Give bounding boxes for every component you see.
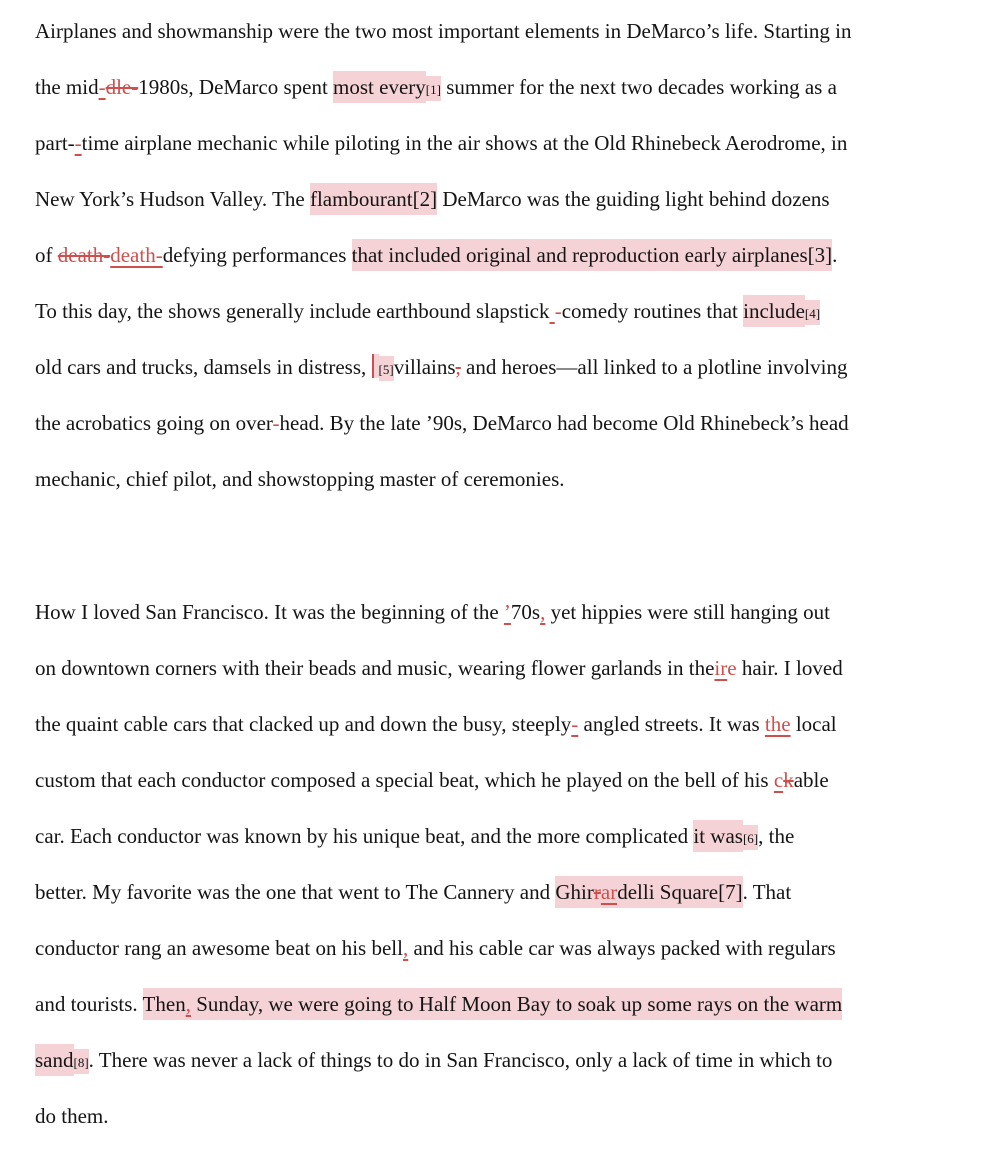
text-run: able: [793, 768, 829, 792]
text-run: local: [790, 712, 837, 736]
text-run: time airplane mechanic while piloting in the air shows at the Old Rhinebeck Aerodrome, in: [81, 131, 848, 155]
text-line: [35, 920, 980, 976]
text-run: New York’s Hudson Valley. The: [35, 187, 310, 211]
paragraph-1: [35, 3, 980, 507]
text-line: [35, 395, 980, 451]
text-run: old cars and trucks, damsels in distress,: [35, 355, 372, 379]
text-line: [35, 696, 980, 752]
text-run: defying performances: [162, 243, 352, 267]
inserted-text: ,: [540, 600, 546, 624]
text-line: [35, 864, 980, 920]
highlighted-text: it was: [693, 820, 743, 852]
highlighted-text: Then: [143, 988, 186, 1020]
insertion-caret: [372, 354, 379, 378]
inserted-text: c: [773, 768, 784, 792]
red-correction-text: -: [272, 411, 280, 435]
red-correction-text: -: [554, 299, 562, 323]
deleted-text: ,: [455, 355, 461, 379]
text-line: [35, 1032, 980, 1088]
inserted-text: -: [571, 712, 579, 736]
text-line: [35, 115, 980, 171]
text-run: the acrobatics going on over: [35, 411, 273, 435]
deleted-text: dle-: [105, 75, 139, 99]
text-line: [35, 752, 980, 808]
text-line: [35, 283, 980, 339]
comment-ref: [4]: [805, 300, 820, 325]
highlighted-inserted-text: ,: [186, 988, 191, 1020]
text-run: conductor rang an awesome beat on his bell: [35, 936, 403, 960]
highlighted-text: flambourant[2]: [310, 183, 437, 215]
text-run: mechanic, chief pilot, and showstopping master of ceremonies.: [35, 467, 565, 491]
inserted-text: -: [98, 75, 106, 99]
text-run: .: [832, 243, 838, 267]
text-run: the mid: [35, 75, 99, 99]
highlighted-text: include: [743, 295, 805, 327]
text-run: better. My favorite was the one that went to The Cannery and: [35, 880, 556, 904]
highlighted-text: Ghir: [555, 876, 594, 908]
text-run: Airplanes and showmanship were the two most important elements in DeMarco’s life. Starting in: [35, 19, 852, 43]
text-run: yet hippies were still hanging out: [545, 600, 830, 624]
inserted-text: ir: [714, 656, 728, 680]
text-run: -: [67, 131, 75, 155]
text-run: , the: [758, 824, 795, 848]
highlighted-inserted-text: ar: [601, 876, 617, 908]
red-correction-text: e: [727, 656, 737, 680]
text-line: [35, 584, 980, 640]
deleted-text: death-: [57, 243, 111, 267]
text-run: head. By the late ’90s, DeMarco had become Old Rhinebeck’s head: [279, 411, 849, 435]
text-run: the quaint cable cars that clacked up and down the busy, steeply: [35, 712, 572, 736]
text-run: . There was never a lack of things to do in San Francisco, only a lack of time in which to: [88, 1048, 833, 1072]
text-run: and heroes—all linked to a plotline involving: [460, 355, 848, 379]
highlighted-text: sand: [35, 1044, 74, 1076]
inserted-text: the: [764, 712, 791, 736]
highlighted-deleted-text: r: [594, 876, 601, 908]
text-line: [35, 59, 980, 115]
highlighted-text: that included original and reproduction early airplanes[3]: [352, 239, 833, 271]
text-run: 70s: [510, 600, 541, 624]
comment-ref: [6]: [743, 825, 758, 850]
inserted-text: -: [74, 131, 82, 155]
text-run: hair. I loved: [736, 656, 843, 680]
text-run: do them.: [35, 1104, 109, 1128]
highlighted-text: Sunday, we were going to Half Moon Bay to soak up some rays on the warm: [191, 988, 842, 1020]
deleted-text: k: [783, 768, 794, 792]
text-run: summer for the next two decades working as a: [440, 75, 837, 99]
paragraph-2: [35, 584, 980, 1144]
comment-ref: [8]: [74, 1049, 89, 1074]
text-run: DeMarco was the guiding light behind dozens: [437, 187, 830, 211]
text-line: [35, 451, 980, 507]
text-run: . That: [742, 880, 792, 904]
inserted-text: ,: [402, 936, 409, 960]
text-run: and tourists.: [35, 992, 143, 1016]
text-line: [35, 339, 980, 395]
text-line: [35, 640, 980, 696]
text-line: [35, 976, 980, 1032]
text-run: angled streets. It was: [578, 712, 765, 736]
text-line: [35, 808, 980, 864]
text-line: [35, 3, 980, 59]
inserted-text: death-: [110, 243, 163, 267]
text-run: and his cable car was always packed with regulars: [408, 936, 836, 960]
text-run: of: [35, 243, 58, 267]
text-run: part: [35, 131, 68, 155]
inserted-text: ’: [503, 600, 511, 624]
comment-ref: [1]: [426, 76, 441, 101]
highlighted-text: most every: [333, 71, 426, 103]
comment-ref: [5]: [379, 356, 394, 381]
text-run: car. Each conductor was known by his unique beat, and the more complicated: [35, 824, 694, 848]
text-line: [35, 1088, 980, 1144]
text-run: To this day, the shows generally include earthbound slapstick: [35, 299, 550, 323]
text-line: [35, 171, 980, 227]
text-run: How I loved San Francisco. It was the beginning of the: [35, 600, 504, 624]
text-run: villains: [393, 355, 456, 379]
text-run: comedy routines that: [561, 299, 744, 323]
text-run: 1980s, DeMarco spent: [138, 75, 334, 99]
text-line: [35, 227, 980, 283]
text-run: custom that each conductor composed a special beat, which he played on the bell of his: [35, 768, 774, 792]
highlighted-text: delli Square[7]: [617, 876, 742, 908]
text-run: on downtown corners with their beads and music, wearing flower garlands in the: [35, 656, 715, 680]
